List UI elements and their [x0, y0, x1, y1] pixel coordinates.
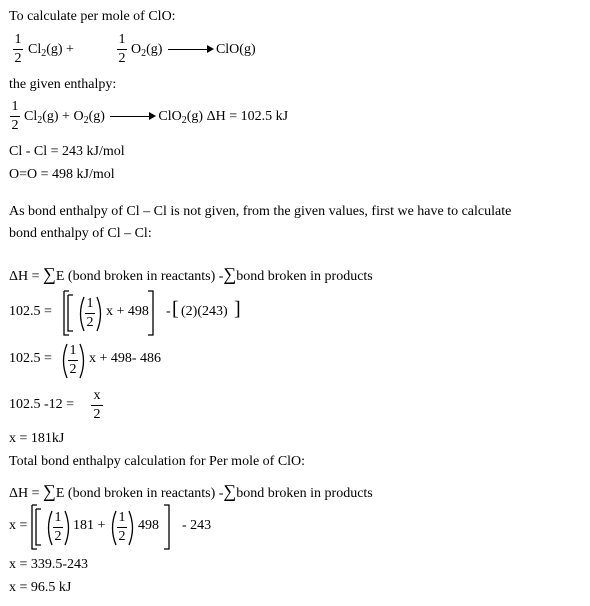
reactant-text: (g) + O — [42, 109, 84, 124]
state-label: (g) — [88, 109, 105, 124]
product: ClO — [158, 109, 182, 124]
x-plus-498: x + 498 — [106, 304, 149, 319]
double-bracket-left — [58, 290, 78, 336]
sigma-icon: ∑ — [223, 481, 237, 501]
paren-right — [127, 510, 137, 546]
fraction-bar — [53, 527, 63, 528]
value-498: 498 — [138, 518, 159, 533]
denominator: 2 — [54, 529, 62, 544]
note-line-1: As bond enthalpy of Cl – Cl is not given, from the given values, first we have to calculate — [9, 204, 512, 219]
numerator: 1 — [11, 99, 19, 114]
equation-lhs: 102.5 = — [9, 351, 52, 366]
paren-right — [95, 296, 105, 332]
subscript: 2 — [41, 48, 47, 59]
expression-text: E (bond broken in reactants) - — [55, 269, 224, 284]
equation-1-reactants — [28, 43, 74, 57]
equation-2 — [24, 110, 288, 124]
subscript: 2 — [141, 48, 147, 59]
numerator: 1 — [54, 510, 62, 525]
state-label: (g) + — [46, 42, 74, 57]
total-heading: Total bond enthalpy calculation for Per mole of ClO: — [9, 454, 306, 469]
bracket-left-small: [ — [172, 298, 179, 320]
denominator: 2 — [93, 407, 101, 422]
o-o-bond: O=O = 498 kJ/mol — [9, 167, 115, 182]
oxygen-symbol: O — [131, 42, 142, 57]
given-text: the given enthalpy: — [9, 77, 117, 92]
fraction-bar — [10, 116, 20, 117]
chlorine-symbol: Cl — [28, 42, 42, 57]
equation-1-oxygen — [131, 43, 256, 57]
product-term: (2)(243) — [181, 304, 228, 319]
result-x: x = 181kJ — [9, 431, 65, 446]
denominator: 2 — [14, 51, 22, 66]
denominator: 2 — [11, 118, 19, 133]
denominator: 2 — [118, 529, 126, 544]
fraction-half — [10, 100, 20, 133]
denominator: 2 — [69, 362, 77, 377]
expression-text: E (bond broken in reactants) - — [55, 486, 224, 501]
bracket-right — [146, 290, 160, 336]
subscript: 2 — [181, 115, 187, 126]
minus-243: - 243 — [182, 518, 212, 533]
sigma-icon: ∑ — [43, 481, 56, 501]
numerator: 1 — [118, 510, 126, 525]
intermediate-result: x = 339.5-243 — [9, 557, 89, 572]
sigma-icon: ∑ — [43, 264, 56, 284]
paren-right — [78, 343, 88, 379]
subscript: 2 — [37, 115, 43, 126]
chlorine-symbol: Cl — [24, 109, 38, 124]
delta-h-label: ΔH = — [9, 269, 44, 284]
fraction-bar — [117, 527, 127, 528]
fraction-half — [53, 511, 63, 544]
bracket-right-small: ] — [234, 298, 241, 320]
fraction-half — [117, 33, 127, 66]
fraction-half — [13, 33, 23, 66]
minus-sign: - — [166, 304, 171, 319]
paren-right — [63, 510, 73, 546]
fraction-x-over-2 — [91, 389, 103, 422]
denominator: 2 — [86, 315, 94, 330]
delta-h-label: ΔH = — [9, 486, 44, 501]
reaction-arrow-icon — [110, 112, 156, 122]
numerator: 1 — [86, 296, 94, 311]
expression-text: bond broken in products — [236, 486, 373, 501]
reaction-arrow-icon — [168, 45, 214, 55]
fraction-bar — [13, 49, 23, 50]
value-181: 181 + — [73, 518, 106, 533]
sigma-icon: ∑ — [223, 264, 237, 284]
equation-lhs: 102.5 -12 = — [9, 397, 75, 412]
numerator: 1 — [118, 32, 126, 47]
cl-cl-bond: Cl - Cl = 243 kJ/mol — [9, 144, 125, 159]
fraction-half — [85, 297, 95, 330]
bracket-right — [162, 504, 176, 550]
enthalpy-value: (g) ΔH = 102.5 kJ — [186, 109, 289, 124]
state-label: (g) — [146, 42, 163, 57]
delta-h-expression — [9, 482, 373, 501]
fraction-bar — [68, 360, 78, 361]
delta-h-expression — [9, 265, 373, 284]
fraction-bar — [85, 313, 95, 314]
expression-text: x + 498- 486 — [89, 351, 162, 366]
fraction-bar — [117, 49, 127, 50]
equation-lhs: 102.5 = — [9, 304, 52, 319]
numerator: 1 — [69, 343, 77, 358]
numerator: x — [93, 388, 101, 403]
final-result: x = 96.5 kJ — [9, 580, 72, 595]
double-bracket-left — [26, 504, 46, 550]
fraction-bar — [91, 405, 103, 406]
product: ClO(g) — [215, 42, 256, 57]
equation-lhs: x = — [9, 518, 28, 533]
subscript: 2 — [83, 115, 89, 126]
fraction-half — [68, 344, 78, 377]
expression-text: bond broken in products — [236, 269, 373, 284]
note-line-2: bond enthalpy of Cl – Cl: — [9, 226, 152, 241]
intro-text: To calculate per mole of ClO: — [9, 9, 176, 24]
denominator: 2 — [118, 51, 126, 66]
numerator: 1 — [14, 32, 22, 47]
fraction-half — [117, 511, 127, 544]
